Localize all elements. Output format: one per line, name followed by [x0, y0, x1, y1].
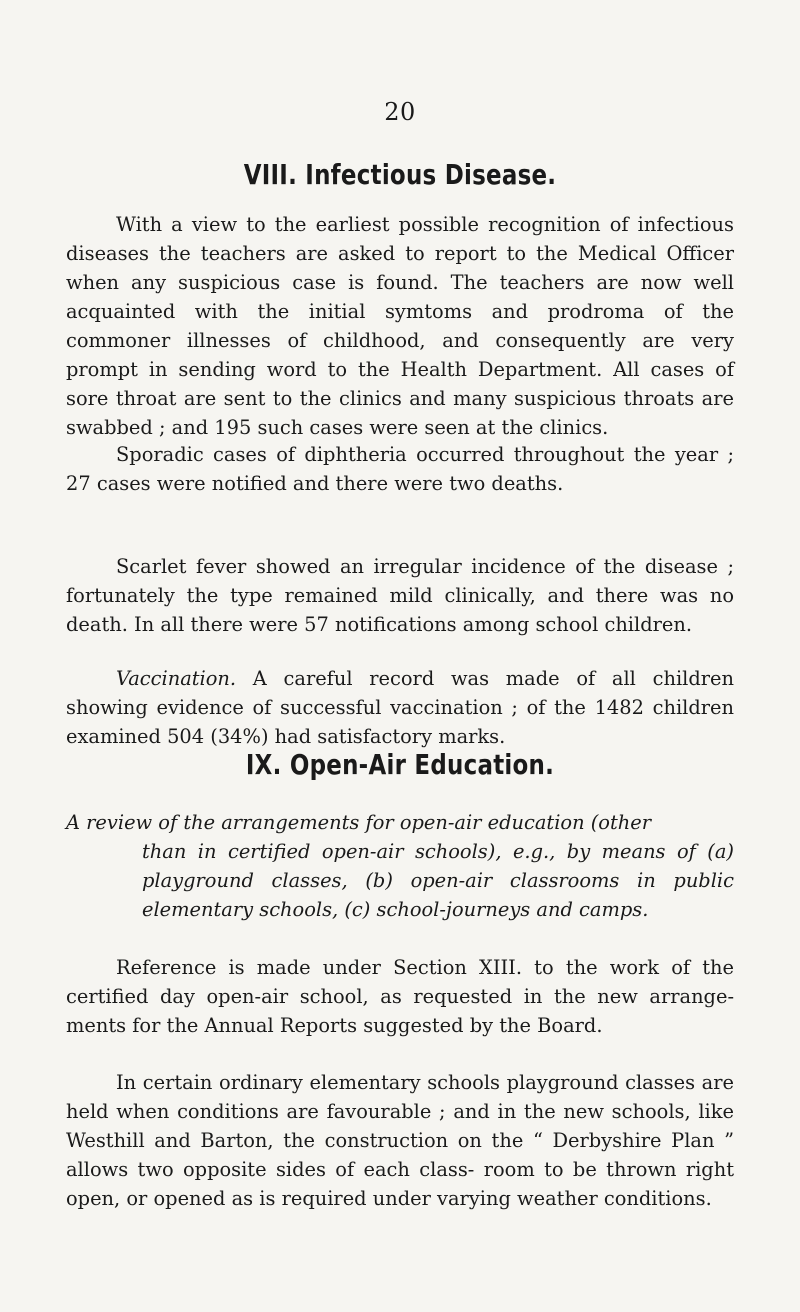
paragraph-playground-classes: In certain ordinary elementary schools playground classes are held when conditions are favourable ; and in the new schools, like Westhill and Barton, the construction on the “ Derbyshire Plan ” allows two opposite sides of each class- room to be thrown right open, or opened as is required under varying weather conditions.: [66, 1071, 734, 1210]
paragraph-review-italic: [66, 808, 734, 924]
section-heading-infectious-disease: VIII. Infectious Disease.: [243, 158, 557, 191]
vaccination-label: Vaccination.: [116, 667, 237, 690]
review-continuation: than in certified open-air schools), e.g., by means of (a) playground classes, (b) open-air classrooms in public elementary schools, (c) school-journeys and camps.: [142, 840, 734, 921]
page-number: 20: [384, 98, 416, 126]
paragraph-reference-section-xiii: Reference is made under Section XIII. to the work of the certified day open-air school, as requested in the new arrange- ments for the Annual Reports suggested by the Board.: [66, 956, 734, 1037]
paragraph-diphtheria: Sporadic cases of diphtheria occurred throughout the year ; 27 cases were notified and there were two deaths.: [66, 443, 734, 495]
paragraph-vaccination: [66, 664, 734, 751]
paragraph-scarlet-fever: Scarlet fever showed an irregular incidence of the disease ; fortunately the type remained mild clinically, and there was no death. In all there were 57 notifications among school children.: [66, 555, 734, 636]
vaccination-text: A careful record was made of all children showing evidence of successful vaccination ; of the 1482 children examined 504 (34%) had satisfactory marks.: [66, 667, 734, 748]
section-heading-open-air-education: IX. Open-Air Education.: [245, 748, 555, 781]
paragraph-recognition: With a view to the earliest possible recognition of infectious diseases the teachers are asked to report to the Medical Officer when any suspicious case is found. The teachers are now well acquainted with the initial symtoms and prodroma of the commoner illnesses of childhood, and consequently are very prompt in sending word to the Health Department. All cases of sore throat are sent to the clinics and many suspicious throats are swabbed ; and 195 such cases were seen at the clinics.: [66, 213, 734, 439]
review-first-line: A review of the arrangements for open-air education (other: [66, 811, 651, 834]
